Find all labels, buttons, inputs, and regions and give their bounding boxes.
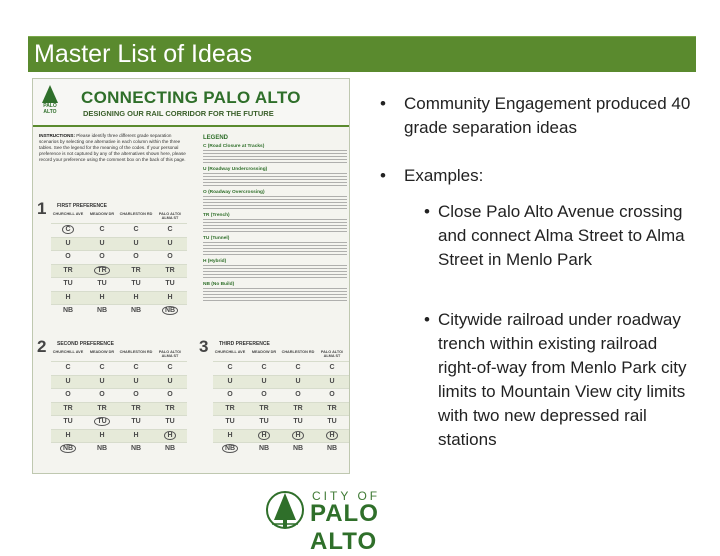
slide-title: Master List of Ideas bbox=[34, 40, 253, 68]
table-row: O O O O bbox=[213, 388, 349, 402]
table-row: C C C C bbox=[51, 361, 187, 375]
preference-columns: CHURCHILL AVE MEADOW DR CHARLESTON RD PALO ALTO/ ALMA ST bbox=[52, 350, 182, 359]
bullet-item: • Examples: bbox=[378, 164, 703, 188]
preference-columns: CHURCHILL AVE MEADOW DR CHARLESTON RD PALO ALTO/ ALMA ST bbox=[52, 212, 182, 221]
legend-title: LEGEND bbox=[203, 135, 229, 141]
preference-table-3 bbox=[197, 337, 349, 473]
ballot-logo-text: PALO ALTO bbox=[43, 103, 57, 115]
legend-item: TR (Trench) bbox=[203, 213, 347, 233]
preference-label: SECOND PREFERENCE bbox=[57, 341, 114, 347]
table-row: NB NB NB NB bbox=[51, 442, 187, 456]
table-row: TU TU TU TU bbox=[51, 415, 187, 429]
preference-rows bbox=[51, 223, 187, 318]
legend-item: NB (No Build) bbox=[203, 282, 347, 302]
table-row: C C C C bbox=[51, 223, 187, 237]
table-row: O O O O bbox=[51, 388, 187, 402]
table-row: U U U U bbox=[51, 375, 187, 389]
ballot-subtitle: DESIGNING OUR RAIL CORRIDOR FOR THE FUTURE bbox=[83, 109, 274, 118]
legend-item: O (Roadway Overcrossing) bbox=[203, 190, 347, 210]
table-row: NB NB NB NB bbox=[51, 304, 187, 318]
table-row: U U U U bbox=[51, 237, 187, 251]
instructions-label: INSTRUCTIONS: bbox=[39, 133, 75, 138]
table-row: TR TR TR TR bbox=[51, 264, 187, 278]
ballot-title: CONNECTING PALO ALTO bbox=[81, 88, 301, 107]
bullet-item: • Community Engagement produced 40 grade separation ideas bbox=[378, 92, 703, 140]
slide-title-bar bbox=[28, 36, 696, 72]
legend-item: C (Road Closure at Tracks) bbox=[203, 144, 347, 164]
footer-palo-alto: PALO ALTO bbox=[310, 500, 379, 555]
table-row: TU TU TU TU bbox=[51, 277, 187, 291]
preference-number: 3 bbox=[199, 337, 209, 356]
table-row: TR TR TR TR bbox=[51, 402, 187, 416]
table-row: O O O O bbox=[51, 250, 187, 264]
table-row: NB NB NB NB bbox=[213, 442, 349, 456]
footer-city-of: CITY OF bbox=[312, 489, 381, 503]
ballot-instructions bbox=[39, 133, 189, 163]
preference-label: THIRD PREFERENCE bbox=[219, 341, 270, 347]
preference-rows bbox=[213, 361, 349, 456]
legend-item: H (Hybrid) bbox=[203, 259, 347, 279]
table-row: H H H H bbox=[51, 291, 187, 305]
preference-number: 1 bbox=[37, 199, 47, 218]
preference-columns: CHURCHILL AVE MEADOW DR CHARLESTON RD PALO ALTO/ ALMA ST bbox=[214, 350, 344, 359]
palo-alto-tree-logo-icon bbox=[39, 85, 61, 121]
preference-table-1 bbox=[35, 199, 187, 335]
preference-table-2 bbox=[35, 337, 187, 473]
table-row: TU TU TU TU bbox=[213, 415, 349, 429]
legend-item: U (Roadway Undercrossing) bbox=[203, 167, 347, 187]
sub-bullet-item: • Citywide railroad under roadway trench within existing railroad right-of-way from Menlo Park city limits to Mountain View city limits with two new depressed rail stations bbox=[430, 308, 700, 452]
instructions-text: Please identify three different grade separation scenarios by selecting one alternative in each column within the three tables. See the legend for the meaning of the codes. If your personal preference is not captured by any of the alternatives shown here, please record your preference using the comment box on the back of this page. bbox=[39, 133, 186, 162]
preference-number: 2 bbox=[37, 337, 47, 356]
palo-alto-tree-logo-icon bbox=[266, 488, 304, 532]
legend-item: TU (Tunnel) bbox=[203, 236, 347, 256]
preference-rows bbox=[51, 361, 187, 456]
ballot-header bbox=[33, 79, 350, 127]
table-row: H H H H bbox=[213, 429, 349, 443]
sub-bullet-item: • Close Palo Alto Avenue crossing and connect Alma Street to Alma Street in Menlo Park bbox=[430, 200, 700, 272]
table-row: TR TR TR TR bbox=[213, 402, 349, 416]
table-row: H H H H bbox=[51, 429, 187, 443]
preference-label: FIRST PREFERENCE bbox=[57, 203, 108, 209]
city-of-palo-alto-logo bbox=[266, 486, 444, 555]
table-row: C C C C bbox=[213, 361, 349, 375]
ballot-image bbox=[32, 78, 350, 474]
table-row: U U U U bbox=[213, 375, 349, 389]
